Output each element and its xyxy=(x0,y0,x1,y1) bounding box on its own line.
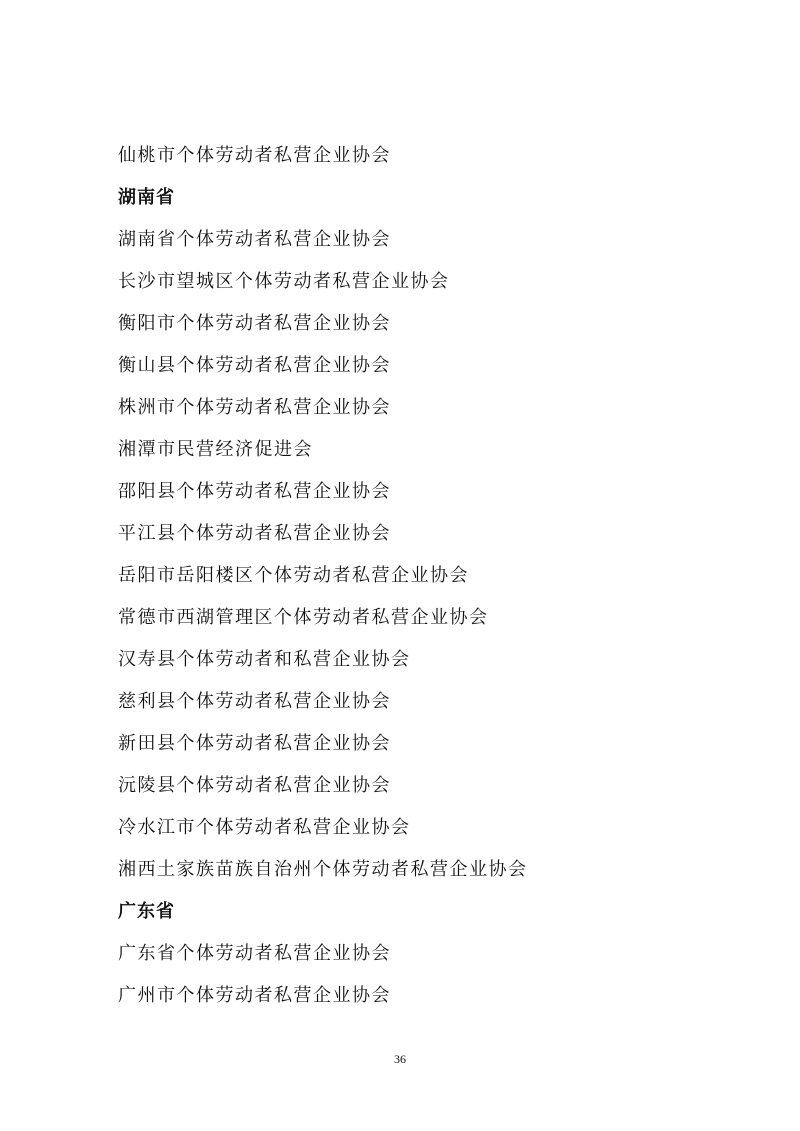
organization-name: 湘潭市民营经济促进会 xyxy=(118,439,313,460)
organization-name: 株洲市个体劳动者私营企业协会 xyxy=(118,397,391,418)
organization-name: 仙桃市个体劳动者私营企业协会 xyxy=(118,145,391,166)
organization-name: 沅陵县个体劳动者私营企业协会 xyxy=(118,775,391,796)
organization-name: 慈利县个体劳动者私营企业协会 xyxy=(118,691,391,712)
organization-name: 广东省个体劳动者私营企业协会 xyxy=(118,943,391,964)
organization-name: 湖南省个体劳动者私营企业协会 xyxy=(118,229,391,250)
organization-name: 平江县个体劳动者私营企业协会 xyxy=(118,523,391,544)
organization-name: 邵阳县个体劳动者私营企业协会 xyxy=(118,481,391,502)
organization-name: 长沙市望城区个体劳动者私营企业协会 xyxy=(118,271,450,292)
organization-name: 常德市西湖管理区个体劳动者私营企业协会 xyxy=(118,607,489,628)
organization-name: 湘西土家族苗族自治州个体劳动者私营企业协会 xyxy=(118,859,528,880)
organization-name: 冷水江市个体劳动者私营企业协会 xyxy=(118,817,411,838)
organization-name: 衡阳市个体劳动者私营企业协会 xyxy=(118,313,391,334)
organization-name: 汉寿县个体劳动者和私营企业协会 xyxy=(118,649,411,670)
page-number: 36 xyxy=(394,1052,406,1066)
organization-name: 岳阳市岳阳楼区个体劳动者私营企业协会 xyxy=(118,565,469,586)
organization-name: 衡山县个体劳动者私营企业协会 xyxy=(118,355,391,376)
province-heading: 广东省 xyxy=(118,901,175,922)
organization-list xyxy=(118,138,718,1020)
province-heading: 湖南省 xyxy=(118,187,175,208)
organization-name: 广州市个体劳动者私营企业协会 xyxy=(118,985,391,1006)
organization-name: 新田县个体劳动者私营企业协会 xyxy=(118,733,391,754)
